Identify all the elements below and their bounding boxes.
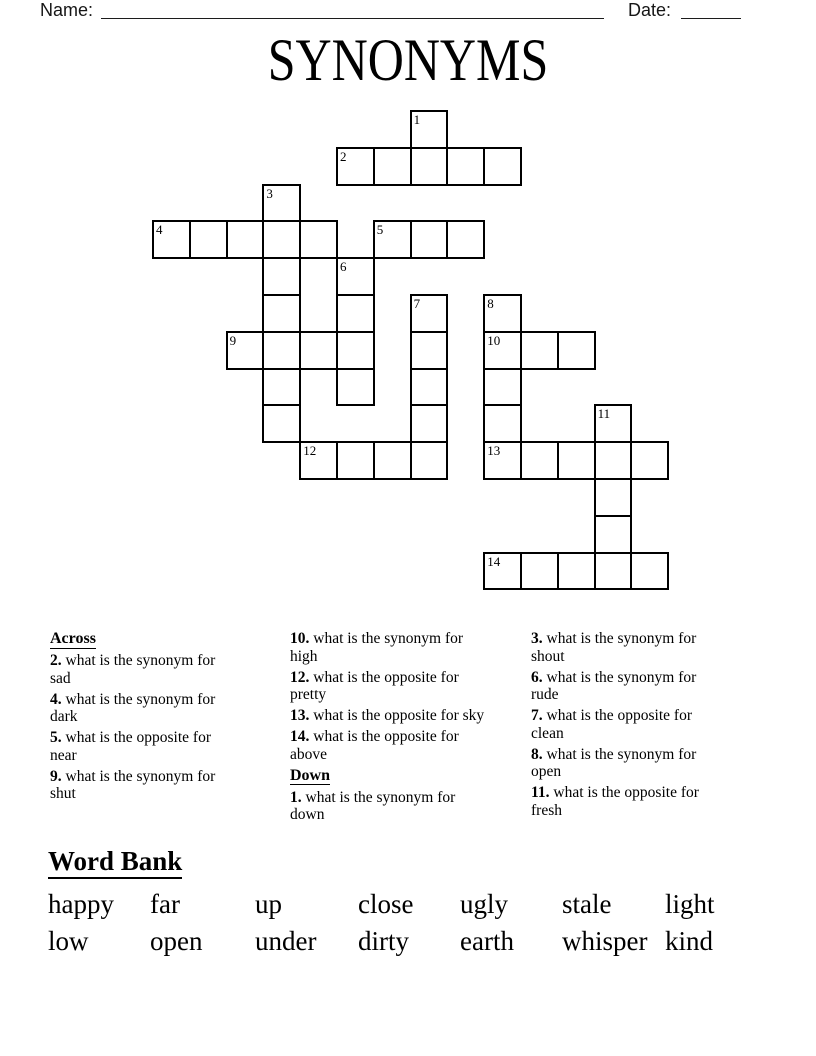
clue-7: 7. what is the opposite for clean: [531, 707, 693, 742]
clue-6: 6. what is the synonym for rude: [531, 668, 697, 703]
grid-cell-r3-c0[interactable]: [152, 220, 191, 259]
clue-column-2: [290, 630, 487, 827]
clue-11: 11. what is the opposite for fresh: [531, 784, 699, 819]
grid-cell-r9-c5[interactable]: [336, 441, 375, 480]
word-bank-row-1: [48, 887, 768, 924]
grid-cell-r6-c10[interactable]: [520, 331, 559, 370]
grid-cell-r9-c12[interactable]: [594, 441, 633, 480]
grid-cell-r8-c9[interactable]: [483, 404, 522, 443]
grid-cell-r6-c7[interactable]: [410, 331, 449, 370]
grid-cell-r4-c3[interactable]: [262, 257, 301, 296]
word-bank-word-kind: kind: [665, 926, 714, 956]
cell-number-2: 2: [340, 148, 347, 164]
grid-cell-r3-c2[interactable]: [226, 220, 265, 259]
grid-cell-r1-c7[interactable]: [410, 147, 449, 186]
grid-cell-r8-c3[interactable]: [262, 404, 301, 443]
grid-cell-r3-c4[interactable]: [299, 220, 338, 259]
grid-cell-r8-c7[interactable]: [410, 404, 449, 443]
grid-cell-r1-c6[interactable]: [373, 147, 412, 186]
grid-cell-r12-c9[interactable]: [483, 552, 522, 591]
grid-cell-r1-c9[interactable]: [483, 147, 522, 186]
word-bank-heading: [48, 845, 182, 877]
clues-heading-across: [50, 630, 230, 648]
grid-cell-r1-c8[interactable]: [446, 147, 485, 186]
cell-number-10: 10: [487, 332, 501, 348]
grid-cell-r12-c10[interactable]: [520, 552, 559, 591]
clue-number: 8.: [531, 745, 543, 763]
clues-heading-down: [290, 767, 487, 785]
name-label: Name:: [40, 0, 94, 20]
clue-number: 12.: [290, 668, 310, 686]
clue-number: 7.: [531, 707, 543, 724]
grid-cell-r9-c9[interactable]: [483, 441, 522, 480]
word-bank-word-whisper: whisper: [562, 926, 648, 956]
grid-cell-r3-c1[interactable]: [189, 220, 228, 259]
grid-cell-r0-c7[interactable]: [410, 110, 449, 149]
word-bank-word-dirty: dirty: [358, 926, 409, 956]
grid-cell-r4-c5[interactable]: [336, 257, 375, 296]
grid-cell-r10-c12[interactable]: [594, 478, 633, 517]
grid-cell-r9-c10[interactable]: [520, 441, 559, 480]
cell-number-4: 4: [156, 222, 163, 238]
clue-column-1: [50, 630, 230, 806]
word-bank-word-up: up: [255, 889, 282, 919]
word-bank-word-light: light: [665, 889, 715, 919]
grid-cell-r3-c6[interactable]: [373, 220, 412, 259]
clue-number: 11.: [531, 784, 550, 801]
clue-1: 1. what is the synonym for down: [290, 788, 456, 823]
clue-2: 2. what is the synonym for sad: [50, 652, 216, 687]
clue-10: 10. what is the synonym for high: [290, 630, 464, 665]
grid-cell-r2-c3[interactable]: [262, 184, 301, 223]
clue-12: 12. what is the opposite for pretty: [290, 668, 459, 703]
cell-number-6: 6: [340, 259, 347, 275]
cell-number-9: 9: [229, 332, 237, 348]
clue-3: 3. what is the synonym for shout: [531, 630, 697, 665]
grid-cell-r9-c7[interactable]: [410, 441, 449, 480]
cell-number-3: 3: [266, 185, 273, 201]
word-bank-word-under: under: [255, 926, 317, 956]
cell-number-5: 5: [376, 222, 384, 238]
grid-cell-r7-c7[interactable]: [410, 368, 449, 407]
word-bank-word-earth: earth: [460, 926, 514, 956]
cell-number-7: 7: [413, 296, 421, 311]
word-bank-words: [48, 887, 768, 967]
clue-8: 8. what is the synonym for open: [531, 745, 697, 780]
cell-number-1: 1: [413, 112, 421, 127]
word-bank-word-low: low: [48, 926, 89, 956]
clue-number: 13.: [290, 707, 310, 724]
grid-cell-r9-c4[interactable]: [299, 441, 338, 480]
grid-cell-r6-c4[interactable]: [299, 331, 338, 370]
clue-number: 9.: [50, 767, 62, 785]
grid-cell-r11-c12[interactable]: [594, 515, 633, 554]
clue-number: 14.: [290, 728, 310, 745]
clue-number: 6.: [531, 668, 543, 686]
word-bank-word-happy: happy: [48, 889, 114, 919]
grid-cell-r5-c9[interactable]: [483, 294, 522, 333]
grid-cell-r9-c11[interactable]: [557, 441, 596, 480]
clue-number: 5.: [50, 729, 62, 746]
cell-number-12: 12: [303, 443, 317, 459]
cell-number-11: 11: [597, 406, 611, 422]
clue-column-3: [531, 630, 716, 823]
clue-number: 2.: [50, 652, 62, 669]
grid-cell-r12-c12[interactable]: [594, 552, 633, 591]
grid-cell-r5-c3[interactable]: [262, 294, 301, 333]
grid-cell-r6-c9[interactable]: [483, 331, 522, 370]
grid-cell-r12-c11[interactable]: [557, 552, 596, 591]
word-bank-row-2: [48, 924, 768, 961]
word-bank-word-open: open: [150, 926, 203, 956]
word-bank-word-far: far: [150, 889, 180, 919]
grid-cell-r7-c9[interactable]: [483, 368, 522, 407]
clue-9: 9. what is the synonym for shut: [50, 767, 216, 802]
grid-cell-r8-c12[interactable]: [594, 404, 633, 443]
name-blank-line[interactable]: [101, 3, 604, 19]
cell-number-14: 14: [487, 553, 501, 569]
clue-number: 1.: [290, 788, 302, 806]
grid-cell-r6-c11[interactable]: [557, 331, 596, 370]
grid-cell-r3-c8[interactable]: [446, 220, 485, 259]
clue-4: 4. what is the synonym for dark: [50, 690, 216, 725]
clues-heading-down-text: Down: [290, 766, 331, 784]
cell-number-8: 8: [487, 296, 494, 311]
grid-cell-r9-c13[interactable]: [630, 441, 669, 480]
date-label: Date:: [628, 0, 672, 20]
grid-cell-r5-c5[interactable]: [336, 294, 375, 333]
clue-14: 14. what is the opposite for above: [290, 728, 459, 763]
cell-number-13: 13: [487, 443, 501, 459]
grid-cell-r6-c2[interactable]: [226, 331, 265, 370]
page-title: SYNONYMS: [267, 25, 549, 94]
grid-cell-r7-c3[interactable]: [262, 368, 301, 407]
clue-5: 5. what is the opposite for near: [50, 729, 212, 764]
clue-number: 4.: [50, 690, 62, 708]
word-bank-word-ugly: ugly: [460, 889, 509, 919]
clue-13: 13. what is the opposite for sky: [290, 707, 485, 724]
grid-cell-r12-c13[interactable]: [630, 552, 669, 591]
grid-cell-r6-c3[interactable]: [262, 331, 301, 370]
grid-cell-r7-c5[interactable]: [336, 368, 375, 407]
grid-cell-r3-c3[interactable]: [262, 220, 301, 259]
clue-number: 3.: [531, 630, 543, 647]
grid-cell-r1-c5[interactable]: [336, 147, 375, 186]
grid-cell-r5-c7[interactable]: [410, 294, 449, 333]
grid-cell-r9-c6[interactable]: [373, 441, 412, 480]
clue-number: 10.: [290, 630, 310, 647]
word-bank-word-close: close: [358, 889, 414, 919]
date-blank-line[interactable]: [681, 3, 741, 19]
grid-cell-r6-c5[interactable]: [336, 331, 375, 370]
word-bank-heading-text: Word Bank: [48, 846, 182, 879]
clues-heading-across-text: Across: [50, 630, 96, 647]
word-bank-word-stale: stale: [562, 889, 612, 919]
grid-cell-r3-c7[interactable]: [410, 220, 449, 259]
